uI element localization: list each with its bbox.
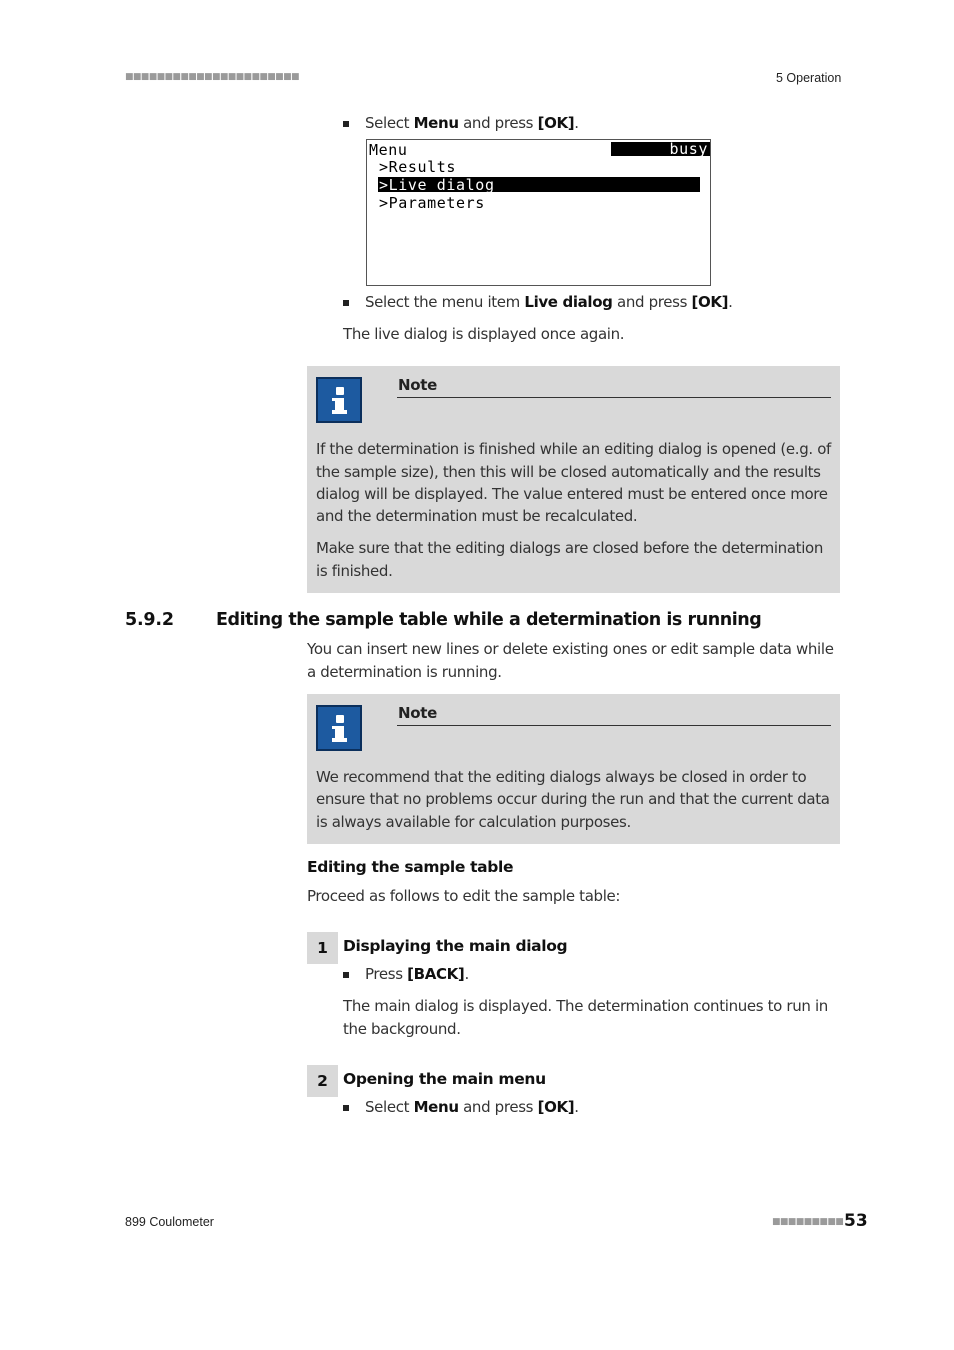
- display-menu-item-results: >Results: [379, 158, 457, 176]
- live-dialog-result: The live dialog is displayed once again.: [343, 325, 625, 343]
- footer-product-name: 899 Coulometer: [125, 1215, 214, 1229]
- info-icon: [316, 377, 362, 423]
- step-number-2: 2: [307, 1065, 338, 1097]
- note-text-line: and the determination must be recalculated.: [316, 507, 638, 525]
- step-result-line: The main dialog is displayed. The determination continues to run in: [343, 997, 828, 1015]
- bullet-marker: [343, 300, 349, 306]
- display-menu-item-parameters: >Parameters: [379, 194, 485, 212]
- instruction-press-back: Press [BACK].: [365, 965, 469, 983]
- step-title-2: Opening the main menu: [343, 1070, 546, 1088]
- note-title: Note: [398, 704, 438, 722]
- note-divider: [397, 725, 831, 726]
- device-display: [366, 139, 711, 286]
- note-text-line: Make sure that the editing dialogs are closed before the determination: [316, 539, 823, 557]
- page-number: 53: [844, 1211, 868, 1231]
- note-title: Note: [398, 376, 438, 394]
- subsection-title: Editing the sample table: [307, 858, 514, 876]
- step-result-line: the background.: [343, 1020, 461, 1038]
- instruction-select-live-dialog: Select the menu item Live dialog and press [OK].: [365, 293, 733, 311]
- bullet-marker: [343, 121, 349, 127]
- display-title: Menu: [369, 141, 408, 159]
- bullet-marker: [343, 972, 349, 978]
- note-text-line: dialog will be displayed. The value entered must be entered once more: [316, 485, 828, 503]
- note-box-close-dialogs: [307, 694, 840, 844]
- note-box-determination-finished: [307, 366, 840, 593]
- header-decoration: ■■■■■■■■■■■■■■■■■■■■■■: [125, 72, 299, 82]
- note-text-line: is finished.: [316, 562, 393, 580]
- display-menu-item-live-dialog: >Live dialog: [379, 176, 495, 194]
- note-text-line: is always available for calculation purposes.: [316, 813, 631, 831]
- instruction-select-menu-2: Select Menu and press [OK].: [365, 1098, 579, 1116]
- note-text-line: the sample size), then this will be closed automatically and the results: [316, 463, 821, 481]
- header-chapter: 5 Operation: [776, 71, 842, 85]
- section-intro-line: a determination is running.: [307, 663, 502, 681]
- note-text-line: We recommend that the editing dialogs always be closed in order to: [316, 768, 807, 786]
- bullet-marker: [343, 1105, 349, 1111]
- section-number: 5.9.2: [125, 610, 174, 630]
- section-title: Editing the sample table while a determination is running: [216, 610, 762, 630]
- step-title-1: Displaying the main dialog: [343, 937, 568, 955]
- note-text-line: If the determination is finished while an editing dialog is opened (e.g. of: [316, 440, 831, 458]
- info-icon: [316, 705, 362, 751]
- step-number-1: 1: [307, 932, 338, 964]
- instruction-select-menu: Select Menu and press [OK].: [365, 114, 579, 132]
- note-divider: [397, 397, 831, 398]
- subsection-intro: Proceed as follows to edit the sample table:: [307, 887, 621, 905]
- note-text-line: ensure that no problems occur during the run and that the current data: [316, 790, 830, 808]
- section-intro-line: You can insert new lines or delete existing ones or edit sample data while: [307, 640, 834, 658]
- display-status-busy: busy: [611, 142, 710, 156]
- footer-decoration: ■■■■■■■■■: [772, 1217, 844, 1227]
